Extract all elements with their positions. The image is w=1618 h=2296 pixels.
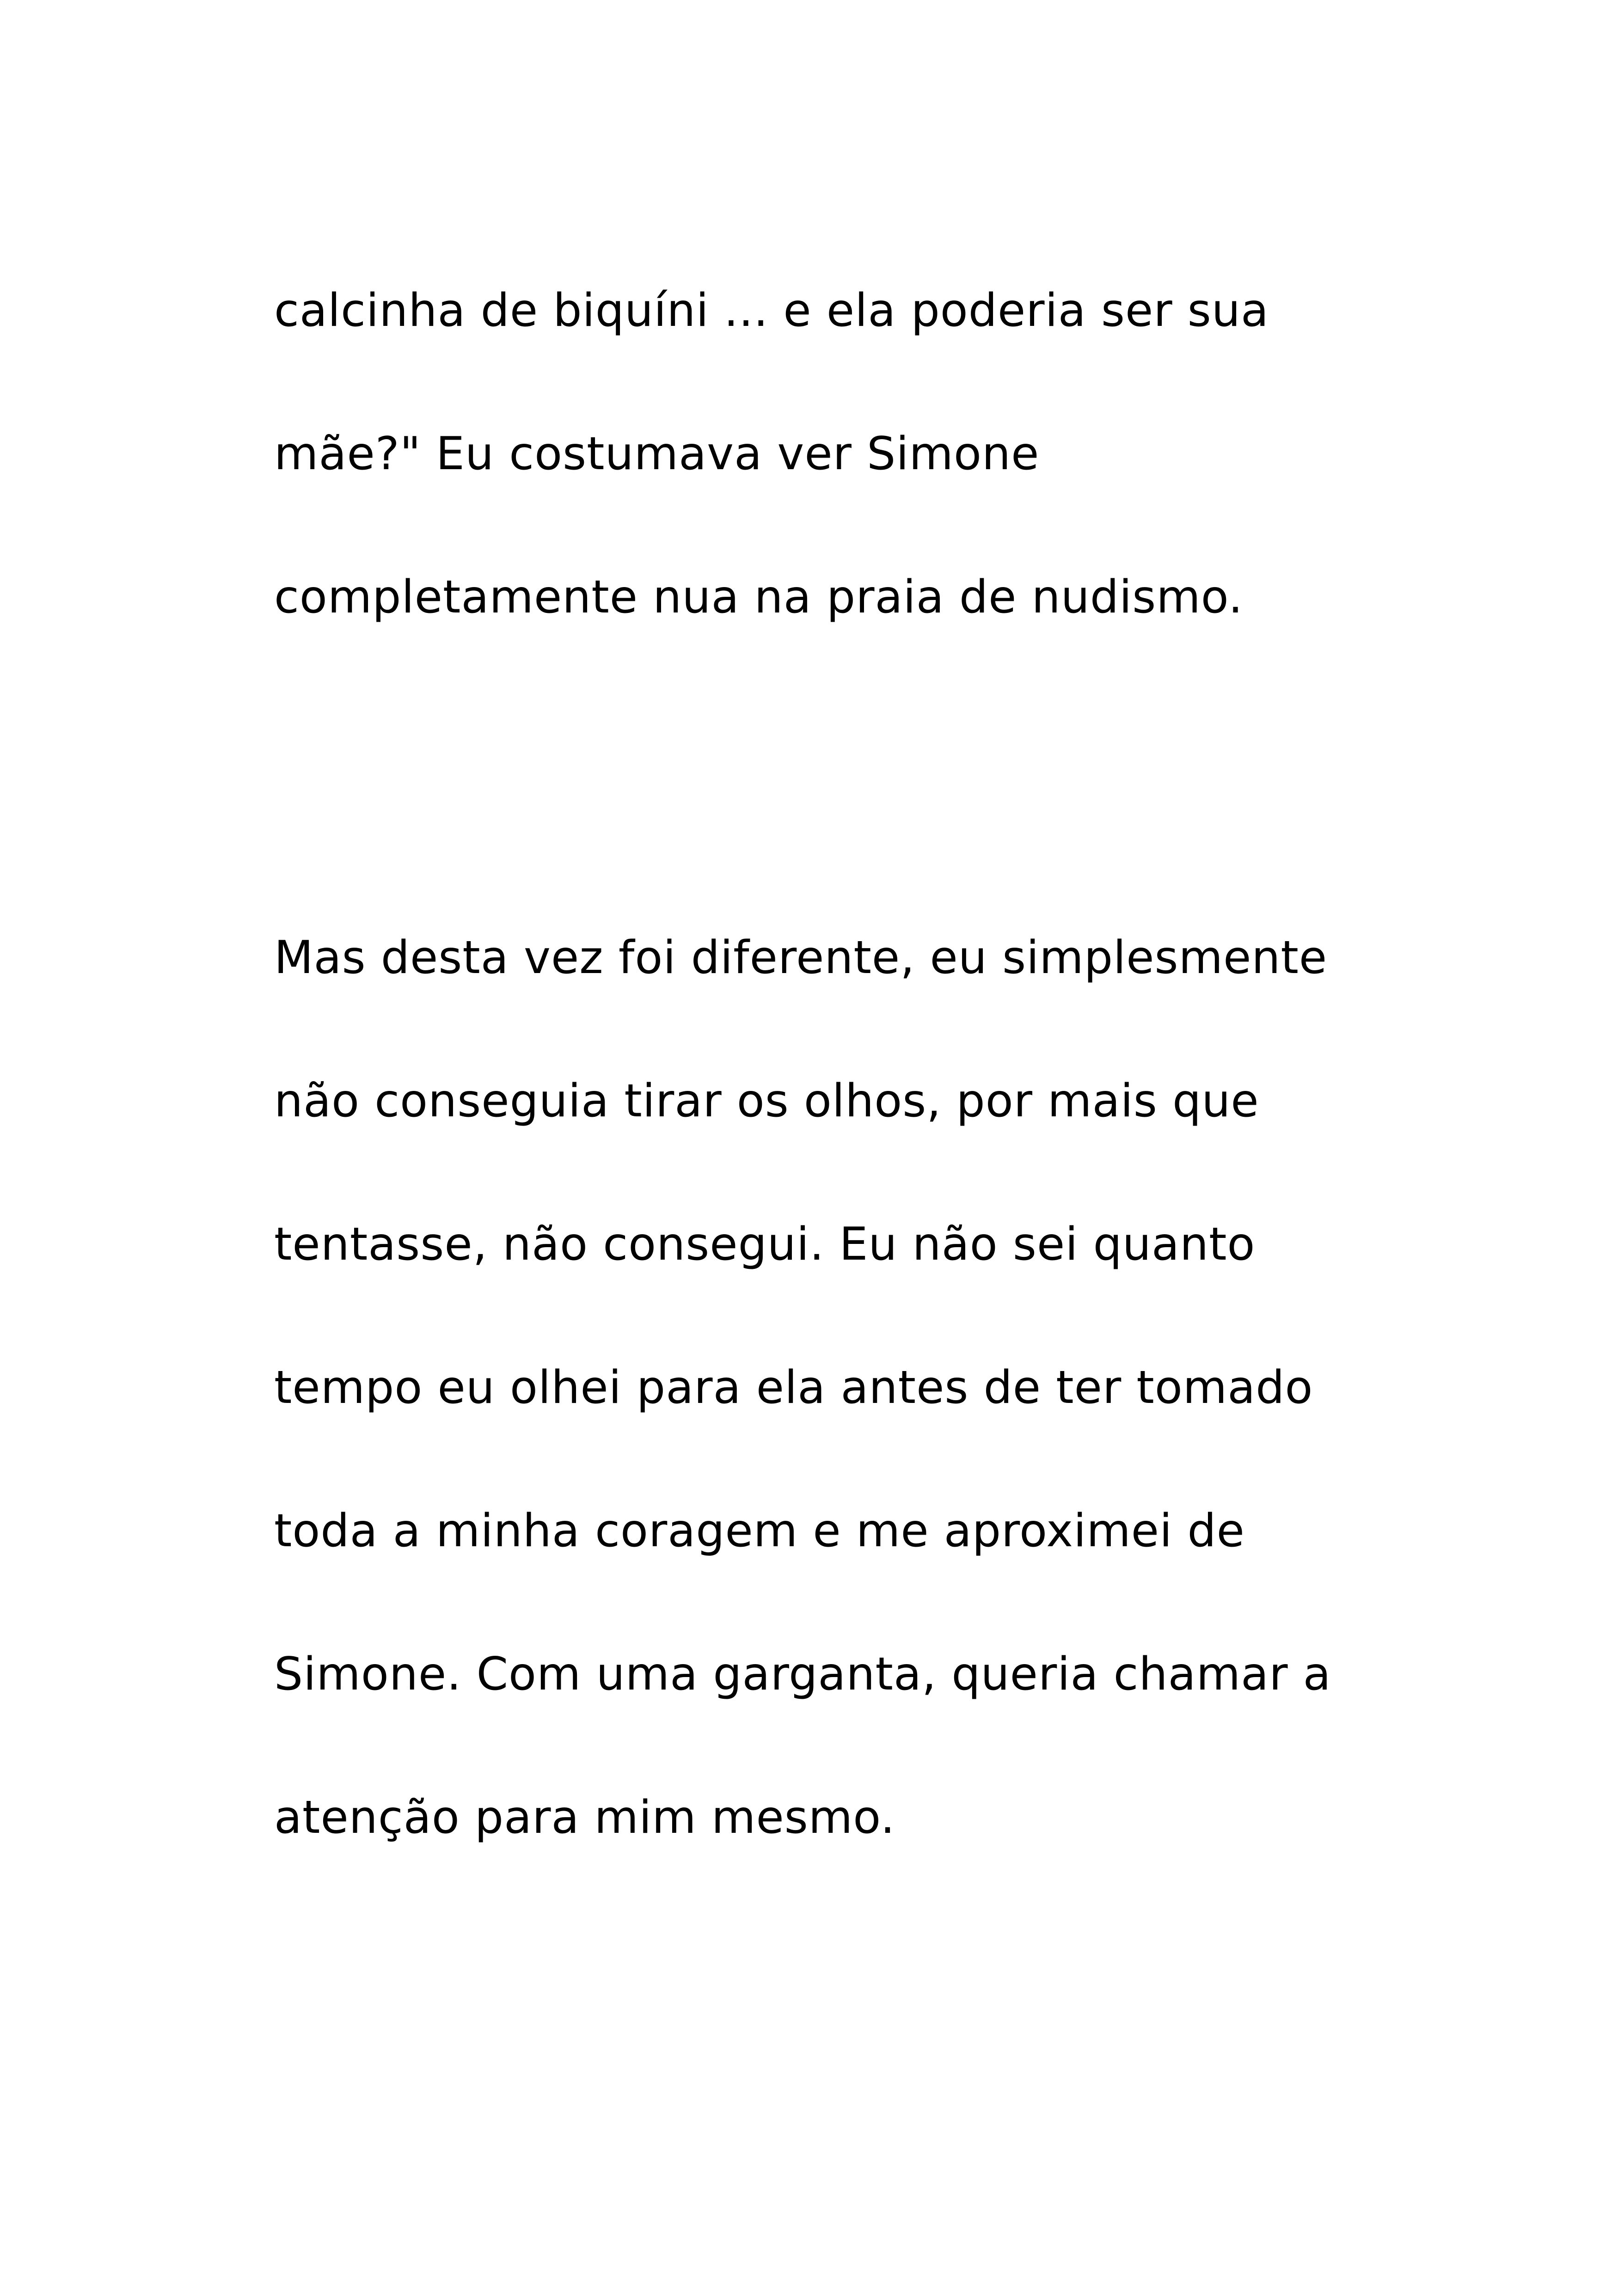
text-line: completamente nua na praia de nudismo.: [274, 571, 1244, 624]
text-line: não conseguia tirar os olhos, por mais que: [274, 1075, 1259, 1127]
text-line: tempo eu olhei para ela antes de ter tomado: [274, 1361, 1313, 1414]
text-line: toda a minha coragem e me aproximei de: [274, 1505, 1245, 1557]
text-line: calcinha de biquíni ... e ela poderia ser sua: [274, 284, 1269, 337]
text-line: mãe?" Eu costumava ver Simone: [274, 428, 1040, 480]
text-line: atenção para mim mesmo.: [274, 1791, 895, 1844]
text-line: Mas desta vez foi diferente, eu simplesmente: [274, 931, 1328, 984]
text-line: tentasse, não consegui. Eu não sei quanto: [274, 1218, 1256, 1271]
text-line: Simone. Com uma garganta, queria chamar a: [274, 1648, 1331, 1701]
